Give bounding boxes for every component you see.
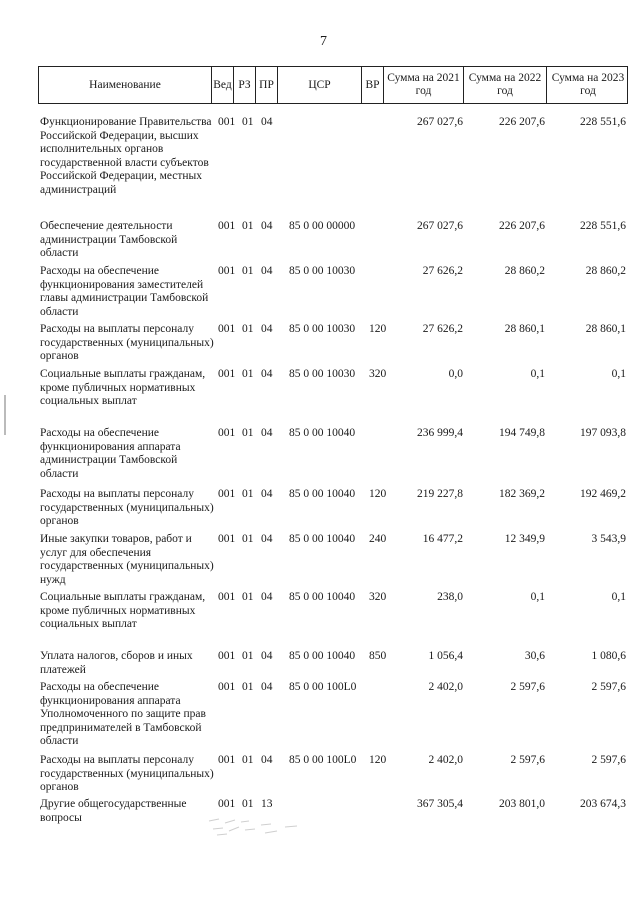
header-rz: РЗ [234,67,256,103]
row-csr: 85 0 00 10030 [289,368,356,380]
row-ved: 001 [218,116,236,128]
row-csr: 85 0 00 10040 [289,488,356,500]
row-sum-2022: 0,1 [530,591,545,603]
row-pr: 04 [261,220,273,232]
row-sum-2021: 27 626,2 [422,323,463,335]
row-rz: 01 [242,265,254,277]
row-pr: 04 [261,427,273,439]
row-ved: 001 [218,798,236,810]
row-sum-2022: 28 860,1 [504,323,545,335]
row-sum-2023: 2 597,6 [591,681,626,693]
row-pr: 04 [261,754,273,766]
row-rz: 01 [242,591,254,603]
table-header [38,66,628,104]
row-sum-2022: 203 801,0 [499,798,545,810]
row-csr: 85 0 00 100L0 [289,681,357,693]
row-sum-2023: 0,1 [611,368,626,380]
row-sum-2023: 203 674,3 [580,798,626,810]
row-sum-2023: 192 469,2 [580,488,626,500]
row-sum-2022: 226 207,6 [499,220,545,232]
row-sum-2021: 27 626,2 [422,265,463,277]
row-pr: 04 [261,533,273,545]
row-name: Расходы на выплаты персоналу государственных (муниципальных) органов [40,754,214,793]
row-name: Расходы на выплаты персоналу государственных (муниципальных) органов [40,323,214,362]
row-rz: 01 [242,488,254,500]
row-ved: 001 [218,323,236,335]
row-name: Расходы на обеспечение функционирования заместителей главы администрации Тамбовской области [40,265,209,318]
row-csr: 85 0 00 10040 [289,650,356,662]
row-sum-2023: 228 551,6 [580,116,626,128]
row-vr: 320 [369,591,387,603]
row-csr: 85 0 00 10040 [289,427,356,439]
row-vr: 120 [369,488,387,500]
row-name: Обеспечение деятельности администрации Тамбовской области [40,220,178,259]
row-sum-2021: 0,0 [448,368,463,380]
row-rz: 01 [242,798,254,810]
row-ved: 001 [218,591,236,603]
row-sum-2023: 1 080,6 [591,650,626,662]
row-sum-2022: 0,1 [530,368,545,380]
row-pr: 04 [261,681,273,693]
row-sum-2023: 28 860,2 [585,265,626,277]
row-rz: 01 [242,754,254,766]
row-rz: 01 [242,427,254,439]
row-name: Расходы на выплаты персоналу государственных (муниципальных) органов [40,488,214,527]
row-sum-2022: 194 749,8 [499,427,545,439]
row-rz: 01 [242,220,254,232]
row-csr: 85 0 00 10030 [289,323,356,335]
row-sum-2021: 267 027,6 [417,220,463,232]
row-sum-2023: 3 543,9 [591,533,626,545]
row-name: Иные закупки товаров, работ и услуг для обеспечения государственных (муниципальных) нужд [40,533,214,586]
row-sum-2021: 16 477,2 [422,533,463,545]
row-sum-2021: 1 056,4 [428,650,463,662]
row-ved: 001 [218,220,236,232]
row-pr: 04 [261,650,273,662]
row-name: Функционирование Правительства Российской Федерации, высших исполнительных органов государственной власти субъектов Российской Федерации, местных администраций [40,116,212,196]
row-sum-2021: 2 402,0 [428,754,463,766]
row-csr: 85 0 00 10040 [289,533,356,545]
row-pr: 04 [261,368,273,380]
row-csr: 85 0 00 10040 [289,591,356,603]
row-sum-2023: 0,1 [611,591,626,603]
row-vr: 240 [369,533,387,545]
row-sum-2023: 28 860,1 [585,323,626,335]
row-pr: 04 [261,265,273,277]
row-sum-2022: 28 860,2 [504,265,545,277]
row-rz: 01 [242,533,254,545]
row-sum-2023: 197 093,8 [580,427,626,439]
row-ved: 001 [218,754,236,766]
header-ved: Вед [212,67,234,103]
row-rz: 01 [242,650,254,662]
faded-stamp-marks [205,815,310,839]
row-pr: 04 [261,591,273,603]
row-rz: 01 [242,368,254,380]
row-name: Социальные выплаты гражданам, кроме публичных нормативных социальных выплат [40,591,206,630]
row-sum-2021: 267 027,6 [417,116,463,128]
row-sum-2023: 2 597,6 [591,754,626,766]
row-vr: 120 [369,754,387,766]
row-name: Расходы на обеспечение функционирования аппарата администрации Тамбовской области [40,427,181,480]
header-sum-2022: Сумма на 2022 год [464,67,547,103]
row-vr: 320 [369,368,387,380]
row-csr: 85 0 00 100L0 [289,754,357,766]
row-vr: 120 [369,323,387,335]
row-ved: 001 [218,650,236,662]
header-vr: ВР [362,67,384,103]
header-csr: ЦСР [278,67,362,103]
row-ved: 001 [218,265,236,277]
row-csr: 85 0 00 00000 [289,220,356,232]
header-name: Наименование [39,67,212,103]
row-name: Расходы на обеспечение функционирования аппарата Уполномоченного по защите прав предпринимателей в Тамбовской области [40,681,206,747]
row-rz: 01 [242,116,254,128]
row-name: Уплата налогов, сборов и иных платежей [40,650,193,676]
row-sum-2022: 182 369,2 [499,488,545,500]
row-ved: 001 [218,427,236,439]
row-sum-2021: 238,0 [437,591,463,603]
row-ved: 001 [218,368,236,380]
row-ved: 001 [218,488,236,500]
row-pr: 04 [261,116,273,128]
row-sum-2022: 12 349,9 [504,533,545,545]
row-sum-2022: 2 597,6 [510,754,545,766]
row-pr: 04 [261,488,273,500]
scan-artifact [4,395,6,435]
row-pr: 13 [261,798,273,810]
row-sum-2021: 236 999,4 [417,427,463,439]
row-sum-2022: 226 207,6 [499,116,545,128]
row-sum-2021: 367 305,4 [417,798,463,810]
header-pr: ПР [256,67,278,103]
row-sum-2021: 219 227,8 [417,488,463,500]
row-sum-2021: 2 402,0 [428,681,463,693]
row-rz: 01 [242,681,254,693]
row-ved: 001 [218,533,236,545]
header-sum-2023: Сумма на 2023 год [551,72,625,97]
row-ved: 001 [218,681,236,693]
row-sum-2023: 228 551,6 [580,220,626,232]
page-number: 7 [320,34,327,49]
row-vr: 850 [369,650,387,662]
row-rz: 01 [242,323,254,335]
header-sum-2021: Сумма на 2021 год [384,67,464,103]
row-sum-2022: 30,6 [524,650,545,662]
row-csr: 85 0 00 10030 [289,265,356,277]
row-pr: 04 [261,323,273,335]
row-name: Социальные выплаты гражданам, кроме публичных нормативных социальных выплат [40,368,206,407]
row-sum-2022: 2 597,6 [510,681,545,693]
row-name: Другие общегосударственные вопросы [40,798,187,824]
